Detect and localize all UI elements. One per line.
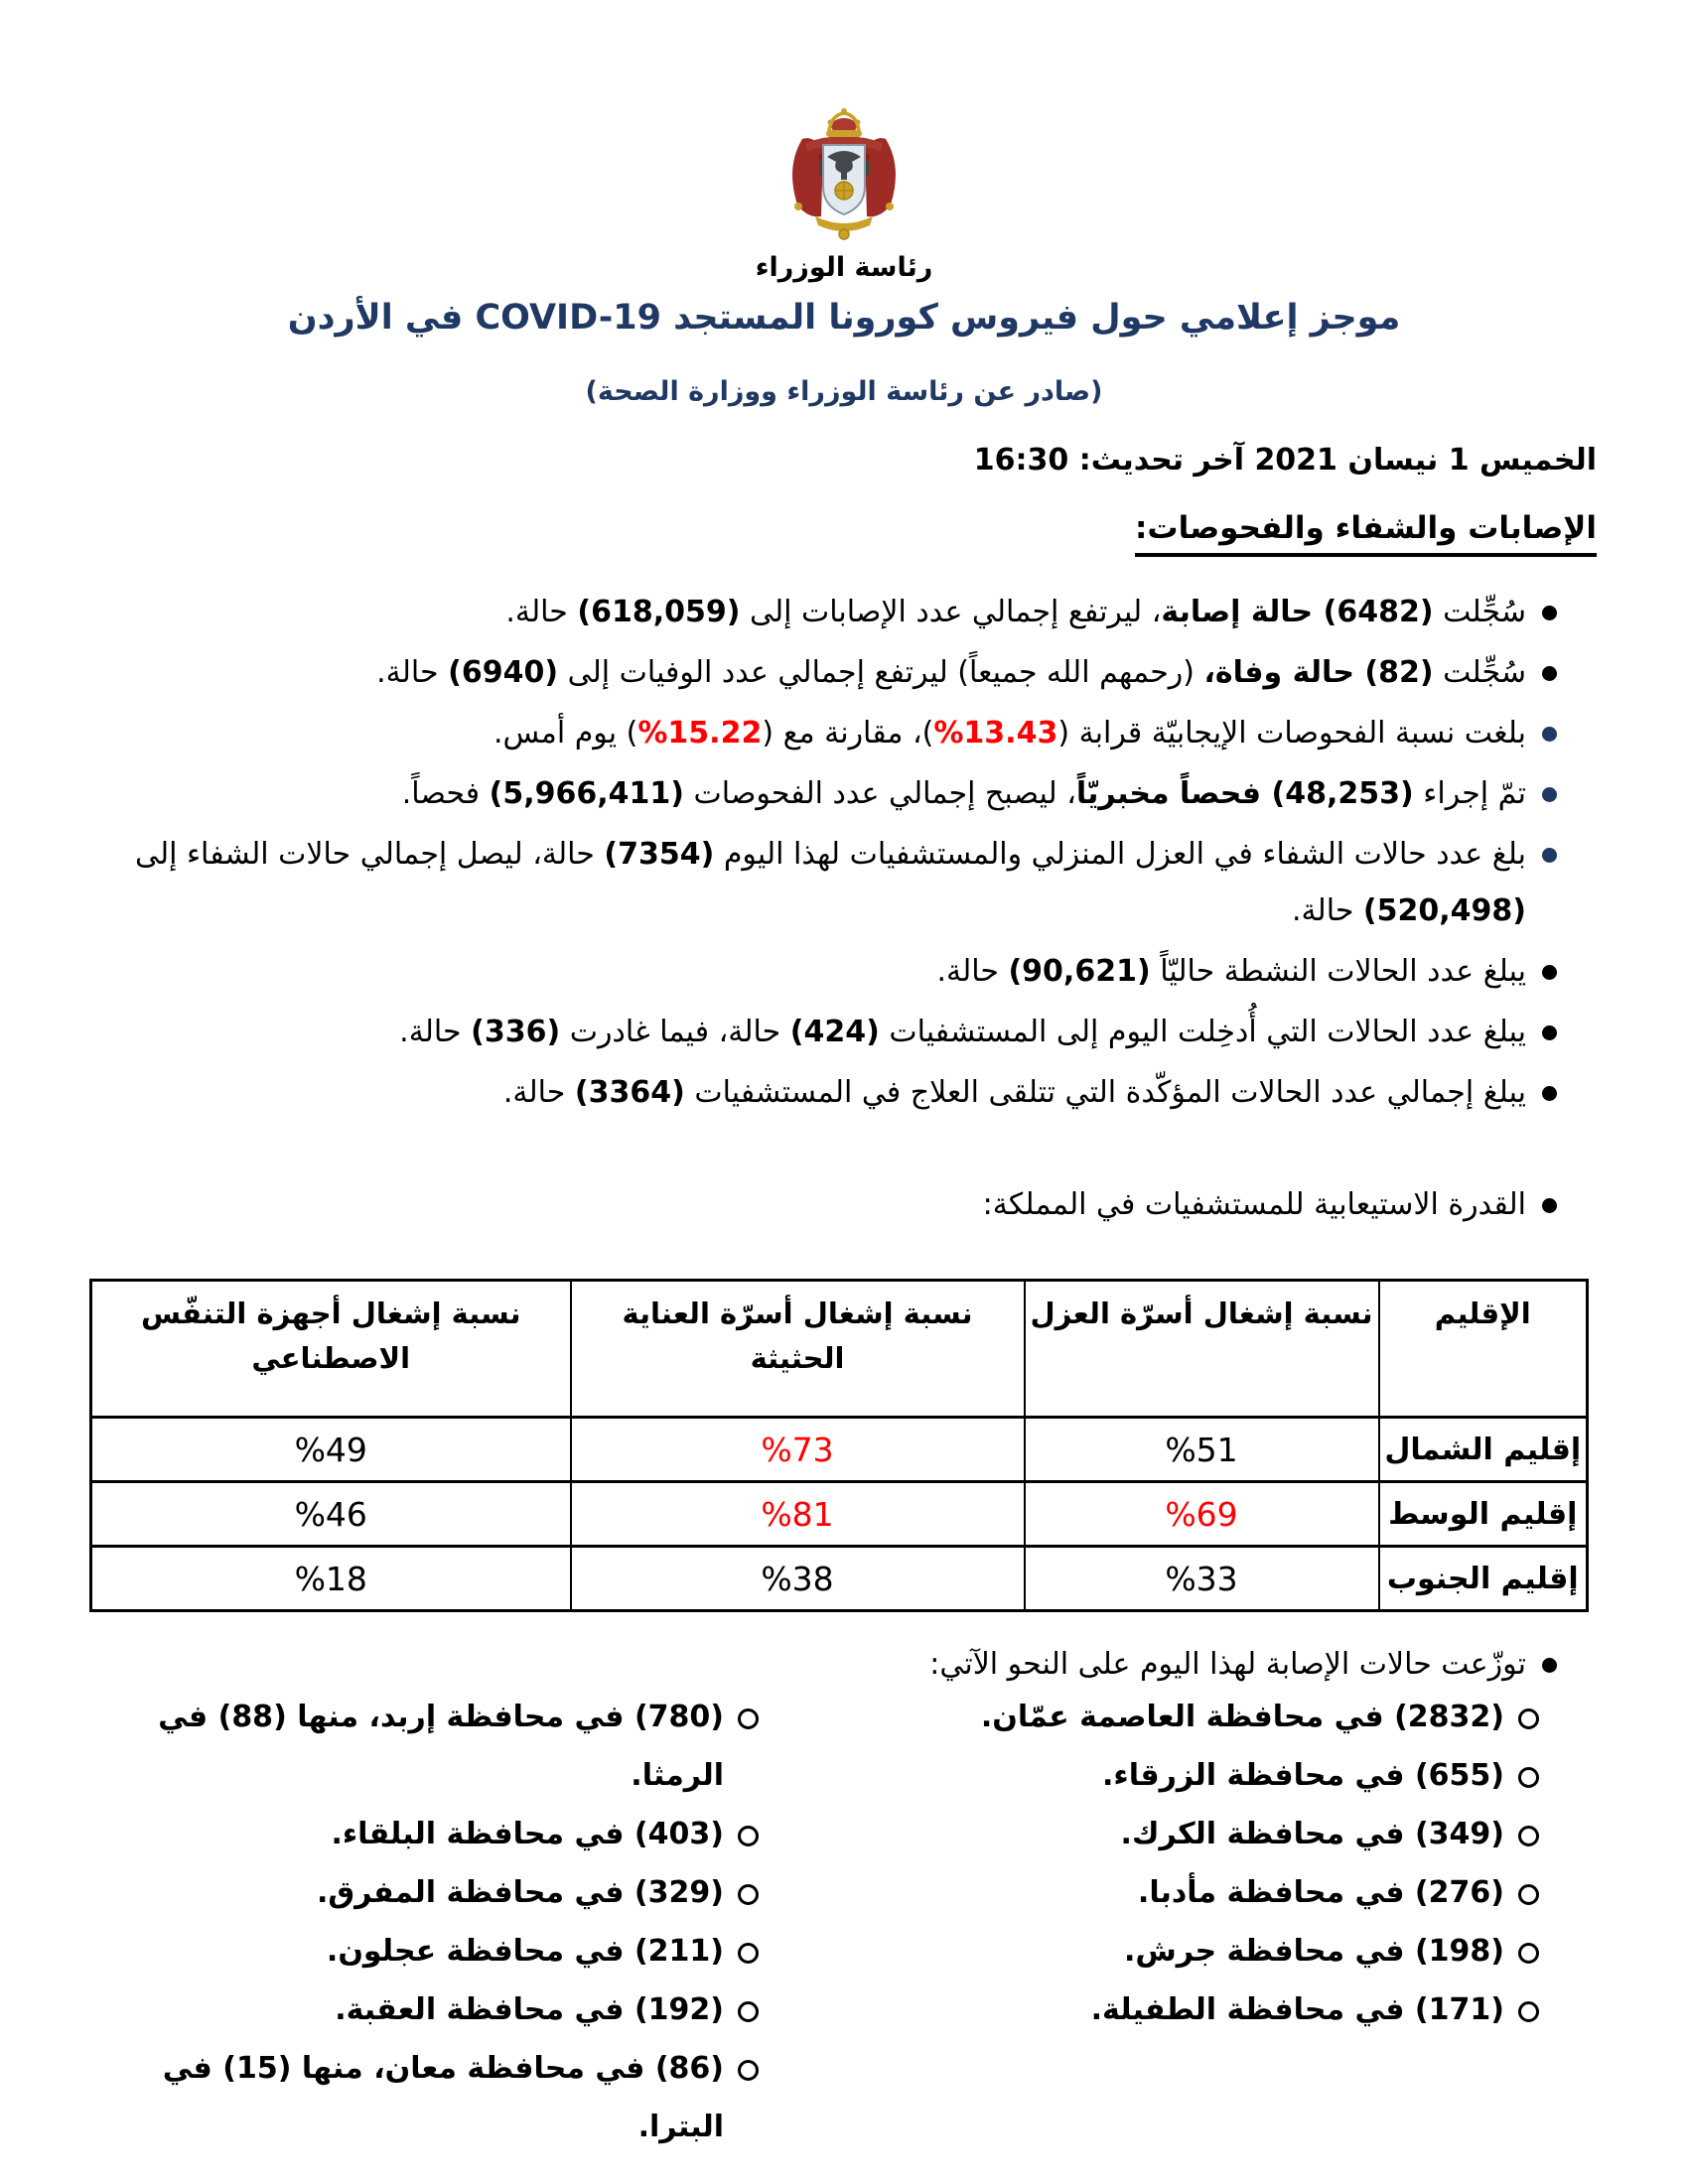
bullet-text: القدرة الاستيعابية للمستشفيات في المملكة: (982, 1187, 1526, 1222)
bullet-dot-icon (1542, 727, 1557, 742)
header-icu-beds: نسبة إشغال أسرّة العناية الحثيثة (571, 1281, 1025, 1418)
stats-bullet-list (91, 584, 1597, 1237)
bullet-positivity-rate (91, 705, 1597, 761)
circle-bullet-icon (1518, 2001, 1539, 2022)
bullet-text: توزّعت حالات الإصابة لهذا اليوم على النحو الآتي: (929, 1647, 1526, 1682)
region-name: إقليم الوسط (1379, 1482, 1588, 1547)
ventilator-occupancy: %18 (91, 1547, 571, 1611)
circle-bullet-icon (738, 1826, 759, 1846)
isolation-occupancy: %69 (1025, 1482, 1379, 1547)
bullet-dot-icon (1542, 1086, 1557, 1101)
isolation-occupancy: %51 (1025, 1418, 1379, 1482)
list-item-aqaba (71, 1980, 767, 2039)
list-item-balqa (71, 1805, 767, 1863)
list-item-text: (655) في محافظة الزرقاء. (1101, 1758, 1504, 1793)
circle-bullet-icon (1518, 1826, 1539, 1846)
bullet-distribution-intro (91, 1636, 1597, 1693)
bullet-dot-icon (1542, 787, 1557, 802)
jordan-coat-of-arms-icon (770, 107, 918, 246)
circle-bullet-icon (738, 1708, 759, 1729)
bullet-dot-icon (1542, 965, 1557, 980)
bullet-text: يبلغ إجمالي عدد الحالات المؤكّدة التي تتلقى العلاج في المستشفيات (3364) حالة. (502, 1075, 1526, 1110)
bullet-dot-icon (1542, 848, 1557, 863)
bullet-dot-icon (1542, 666, 1557, 681)
bullet-deaths (91, 644, 1597, 701)
header-isolation-beds: نسبة إشغال أسرّة العزل (1025, 1281, 1379, 1418)
governorate-list-secondary (71, 1688, 767, 2156)
list-item-irbid (71, 1688, 767, 1805)
bullet-dot-icon (1542, 1025, 1557, 1040)
table-row-south (91, 1547, 1588, 1611)
circle-bullet-icon (738, 1943, 759, 1964)
list-item-text: (86) في محافظة معان، منها (15) في البترا. (162, 2051, 724, 2144)
bullet-dot-icon (1542, 1198, 1557, 1213)
isolation-occupancy: %33 (1025, 1547, 1379, 1611)
circle-bullet-icon (1518, 1767, 1539, 1788)
list-item-ajloun (71, 1922, 767, 1980)
list-item-text: (349) في محافظة الكرك. (1120, 1817, 1504, 1851)
bullet-text: تمّ إجراء (48,253) فحصاً مخبريّاً، ليصبح إجمالي عدد الفحوصات (5,966,411) فحصاً. (401, 776, 1526, 811)
ventilator-occupancy: %46 (91, 1482, 571, 1547)
bullet-text: سُجِّلت (6482) حالة إصابة، ليرتفع إجمالي عدد الإصابات إلى (618,059) حالة. (505, 595, 1526, 629)
header-region: الإقليم (1379, 1281, 1588, 1418)
list-item-text: (211) في محافظة عجلون. (326, 1934, 724, 1969)
bullet-text: يبلغ عدد الحالات التي أُدخِلت اليوم إلى المستشفيات (424) حالة، فيما غادرت (336) حالة. (399, 1015, 1526, 1049)
hospital-capacity-table (89, 1279, 1589, 1612)
bullet-recoveries (91, 826, 1597, 939)
circle-bullet-icon (738, 1884, 759, 1905)
table-row-north (91, 1418, 1588, 1482)
bullet-text: يبلغ عدد الحالات النشطة حاليّاً (90,621) حالة. (936, 954, 1526, 989)
bullet-text: بلغ عدد حالات الشفاء في العزل المنزلي والمستشفيات لهذا اليوم (7354) حالة، ليصل إجمالي حالات الشفاء إلى (520,498) حالة. (134, 837, 1526, 928)
list-item-text: (192) في محافظة العقبة. (335, 1992, 724, 2027)
circle-bullet-icon (1518, 1943, 1539, 1964)
region-name: إقليم الجنوب (1379, 1547, 1588, 1611)
list-item-text: (171) في محافظة الطفيلة. (1090, 1992, 1504, 2027)
header-ventilators: نسبة إشغال أجهزة التنفّس الاصطناعي (91, 1281, 571, 1418)
list-item-mafraq (71, 1863, 767, 1922)
list-item-text: (780) في محافظة إربد، منها (88) في الرمثا. (158, 1700, 724, 1793)
section-heading-text: الإصابات والشفاء والفحوصات: (1135, 510, 1597, 557)
list-item-maan (71, 2039, 767, 2156)
bullet-new-cases (91, 584, 1597, 640)
list-item-text: (276) في محافظة مأدبا. (1137, 1875, 1504, 1910)
bullet-text: سُجِّلت (82) حالة وفاة، (رحمهم الله جميعاً) ليرتفع إجمالي عدد الوفيات إلى (6940) حالة. (376, 655, 1526, 690)
emblem-caption: رئاسة الوزراء (755, 252, 933, 283)
circle-bullet-icon (1518, 1884, 1539, 1905)
list-item-text: (403) في محافظة البلقاء. (331, 1817, 724, 1851)
bullet-dot-icon (1542, 1658, 1557, 1673)
icu-occupancy: %38 (571, 1547, 1025, 1611)
bullet-dot-icon (1542, 606, 1557, 620)
bullet-text: بلغت نسبة الفحوصات الإيجابيّة قرابة (%13.43)، مقارنة مع (%15.22) يوم أمس. (492, 716, 1526, 751)
page-subtitle: (صادر عن رئاسة الوزراء ووزارة الصحة) (585, 376, 1103, 407)
list-item-text: (2832) في محافظة العاصمة عمّان. (980, 1700, 1504, 1734)
bullet-hospital-capacity-intro (91, 1176, 1597, 1233)
bullet-hospitalized-confirmed (91, 1064, 1597, 1121)
circle-bullet-icon (1518, 1708, 1539, 1729)
section-heading (91, 510, 1597, 557)
table-header-row (91, 1281, 1588, 1418)
ventilator-occupancy: %49 (91, 1418, 571, 1482)
icu-occupancy: %73 (571, 1418, 1025, 1482)
date-line: الخميس 1 نيسان 2021 آخر تحديث: 16:30 (973, 443, 1597, 478)
bullet-lab-tests (91, 765, 1597, 822)
circle-bullet-icon (738, 2001, 759, 2022)
header-emblem (0, 107, 1688, 283)
bullet-hospital-admissions (91, 1004, 1597, 1060)
page-title: موجز إعلامي حول فيروس كورونا المستجد COVID-19 في الأردن (287, 298, 1401, 338)
list-item-text: (198) في محافظة جرش. (1124, 1934, 1504, 1969)
circle-bullet-icon (738, 2060, 759, 2081)
icu-occupancy: %81 (571, 1482, 1025, 1547)
bullet-active-cases (91, 943, 1597, 1000)
region-name: إقليم الشمال (1379, 1418, 1588, 1482)
list-item-text: (329) في محافظة المفرق. (316, 1875, 724, 1910)
table-row-central (91, 1482, 1588, 1547)
